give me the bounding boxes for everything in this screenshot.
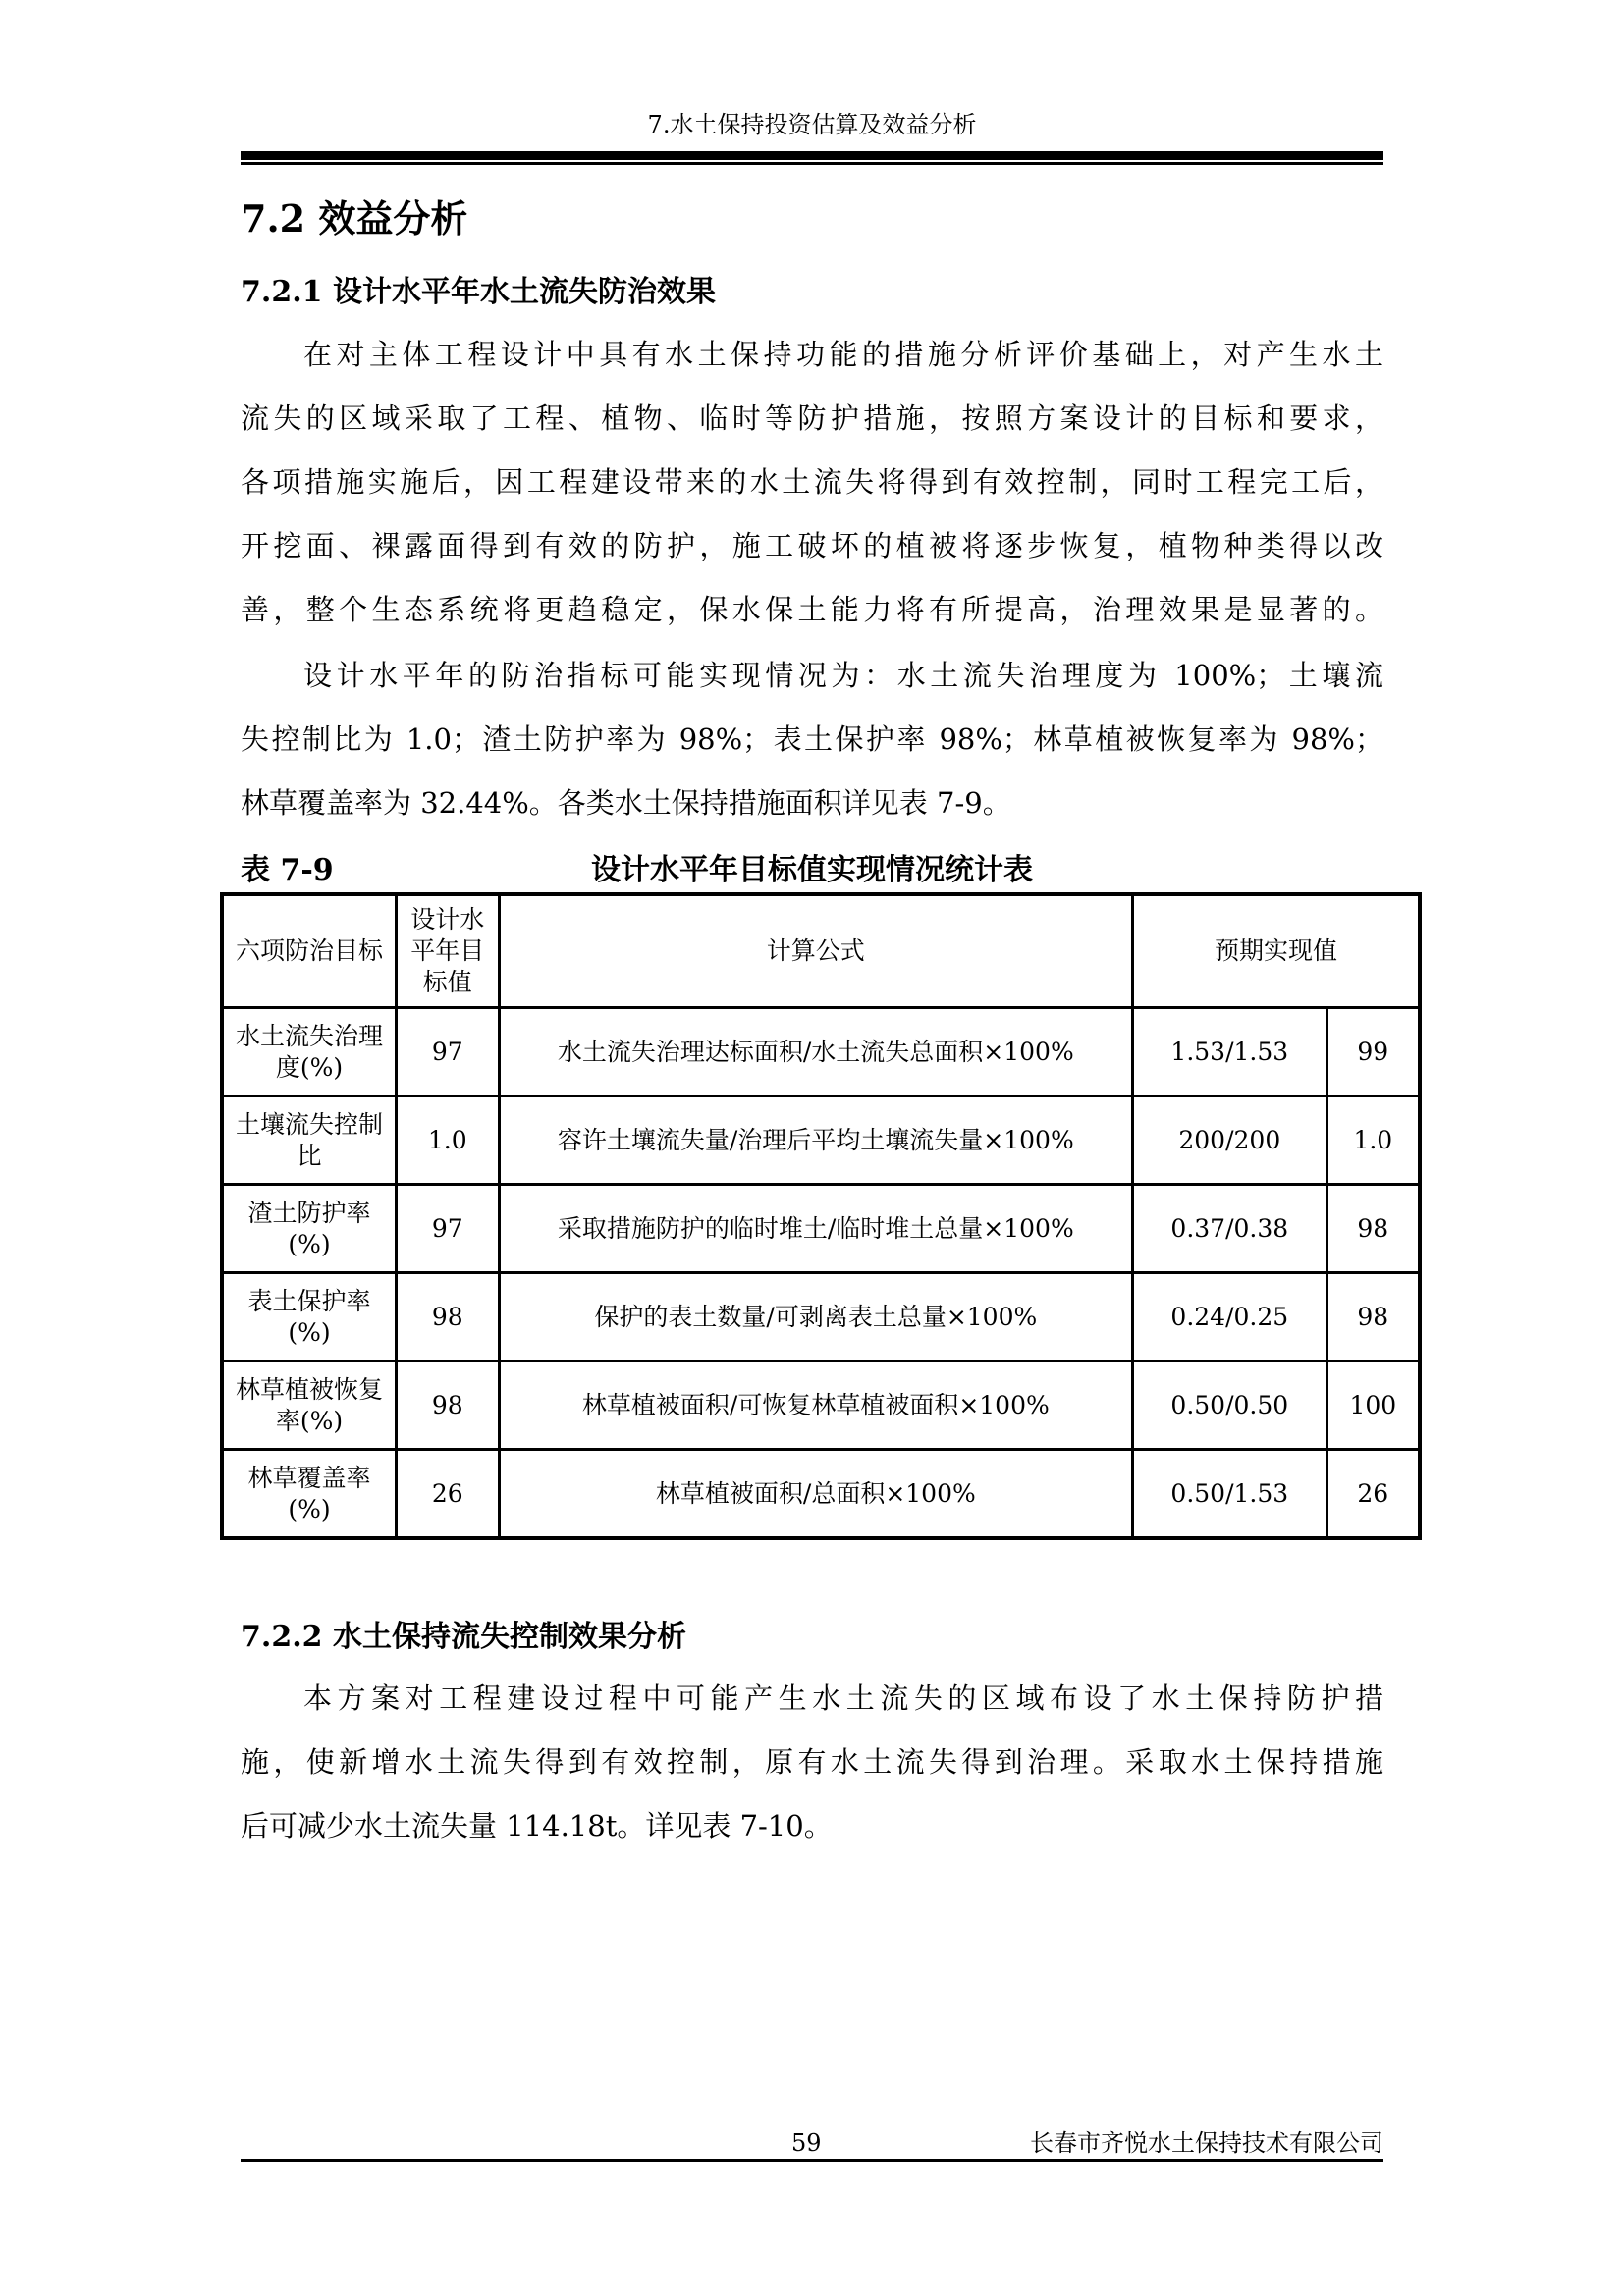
paragraph-line: 失控制比为 1.0；渣土防护率为 98%；表土保护率 98%；林草植被恢复率为 98%； (241, 722, 1383, 756)
table-number: 表 7-9 (241, 853, 334, 887)
cell-formula: 保护的表土数量/可剥离表土总量×100% (499, 1273, 1132, 1362)
header-rule-thick (241, 151, 1383, 160)
cell-value: 98 (1326, 1273, 1420, 1362)
company-name: 长春市齐悦水土保持技术有限公司 (1030, 2129, 1383, 2157)
header-design-value: 设计水平年目标值 (396, 894, 499, 1008)
table-row (222, 1362, 1420, 1450)
section-heading: 7.2 效益分析 (241, 196, 468, 240)
cell-target: 渣土防护率(%) (222, 1185, 396, 1273)
cell-value: 26 (1326, 1450, 1420, 1539)
header-expected-value: 预期实现值 (1132, 894, 1420, 1008)
cell-ratio: 0.50/1.53 (1132, 1450, 1326, 1539)
cell-formula: 容许土壤流失量/治理后平均土壤流失量×100% (499, 1096, 1132, 1185)
cell-target: 林草覆盖率(%) (222, 1450, 396, 1539)
header-target: 六项防治目标 (222, 894, 396, 1008)
cell-value: 99 (1326, 1008, 1420, 1096)
paragraph-line: 林草覆盖率为 32.44%。各类水土保持措施面积详见表 7-9。 (241, 786, 1011, 820)
cell-value: 98 (1326, 1185, 1420, 1273)
subsection-heading-7-2-2: 7.2.2 水土保持流失控制效果分析 (241, 1620, 686, 1654)
header-rule-thin (241, 162, 1383, 165)
paragraph-line: 施，使新增水土流失得到有效控制，原有水土流失得到治理。采取水土保持措施 (241, 1745, 1383, 1779)
cell-target: 林草植被恢复率(%) (222, 1362, 396, 1450)
cell-formula: 采取措施防护的临时堆土/临时堆土总量×100% (499, 1185, 1132, 1273)
cell-design: 98 (396, 1273, 499, 1362)
cell-formula: 林草植被面积/可恢复林草植被面积×100% (499, 1362, 1132, 1450)
table-row (222, 1008, 1420, 1096)
cell-design: 1.0 (396, 1096, 499, 1185)
cell-ratio: 0.24/0.25 (1132, 1273, 1326, 1362)
cell-ratio: 0.50/0.50 (1132, 1362, 1326, 1450)
cell-formula: 水土流失治理达标面积/水土流失总面积×100% (499, 1008, 1132, 1096)
target-table (220, 892, 1422, 1540)
table-row (222, 1185, 1420, 1273)
cell-target: 土壤流失控制比 (222, 1096, 396, 1185)
footer-rule (241, 2159, 1383, 2162)
paragraph-line: 流失的区域采取了工程、植物、临时等防护措施，按照方案设计的目标和要求， (241, 401, 1383, 435)
table-row (222, 1096, 1420, 1185)
paragraph-line: 开挖面、裸露面得到有效的防护，施工破坏的植被将逐步恢复，植物种类得以改 (241, 529, 1383, 562)
cell-ratio: 0.37/0.38 (1132, 1185, 1326, 1273)
paragraph-line: 本方案对工程建设过程中可能产生水土流失的区域布设了水土保持防护措 (303, 1682, 1383, 1715)
paragraph-line: 后可减少水土流失量 114.18t。详见表 7-10。 (241, 1809, 833, 1842)
cell-design: 98 (396, 1362, 499, 1450)
subsection-heading-7-2-1: 7.2.1 设计水平年水土流失防治效果 (241, 275, 716, 309)
cell-ratio: 1.53/1.53 (1132, 1008, 1326, 1096)
header-formula: 计算公式 (499, 894, 1132, 1008)
cell-formula: 林草植被面积/总面积×100% (499, 1450, 1132, 1539)
paragraph-line: 设计水平年的防治指标可能实现情况为：水土流失治理度为 100%；土壤流 (303, 659, 1383, 692)
cell-target: 表土保护率(%) (222, 1273, 396, 1362)
running-header-title: 7.水土保持投资估算及效益分析 (647, 111, 977, 138)
table-header-row (222, 894, 1420, 1008)
table-title: 设计水平年目标值实现情况统计表 (591, 853, 1033, 887)
table-row (222, 1450, 1420, 1539)
cell-design: 97 (396, 1185, 499, 1273)
cell-target: 水土流失治理度(%) (222, 1008, 396, 1096)
cell-design: 26 (396, 1450, 499, 1539)
cell-ratio: 200/200 (1132, 1096, 1326, 1185)
paragraph-line: 各项措施实施后，因工程建设带来的水土流失将得到有效控制，同时工程完工后， (241, 465, 1383, 499)
paragraph-line: 善，整个生态系统将更趋稳定，保水保土能力将有所提高，治理效果是显著的。 (241, 593, 1383, 626)
paragraph-line: 在对主体工程设计中具有水土保持功能的措施分析评价基础上，对产生水土 (303, 338, 1383, 371)
table-row (222, 1273, 1420, 1362)
cell-value: 100 (1326, 1362, 1420, 1450)
cell-design: 97 (396, 1008, 499, 1096)
page-number: 59 (791, 2129, 822, 2157)
cell-value: 1.0 (1326, 1096, 1420, 1185)
